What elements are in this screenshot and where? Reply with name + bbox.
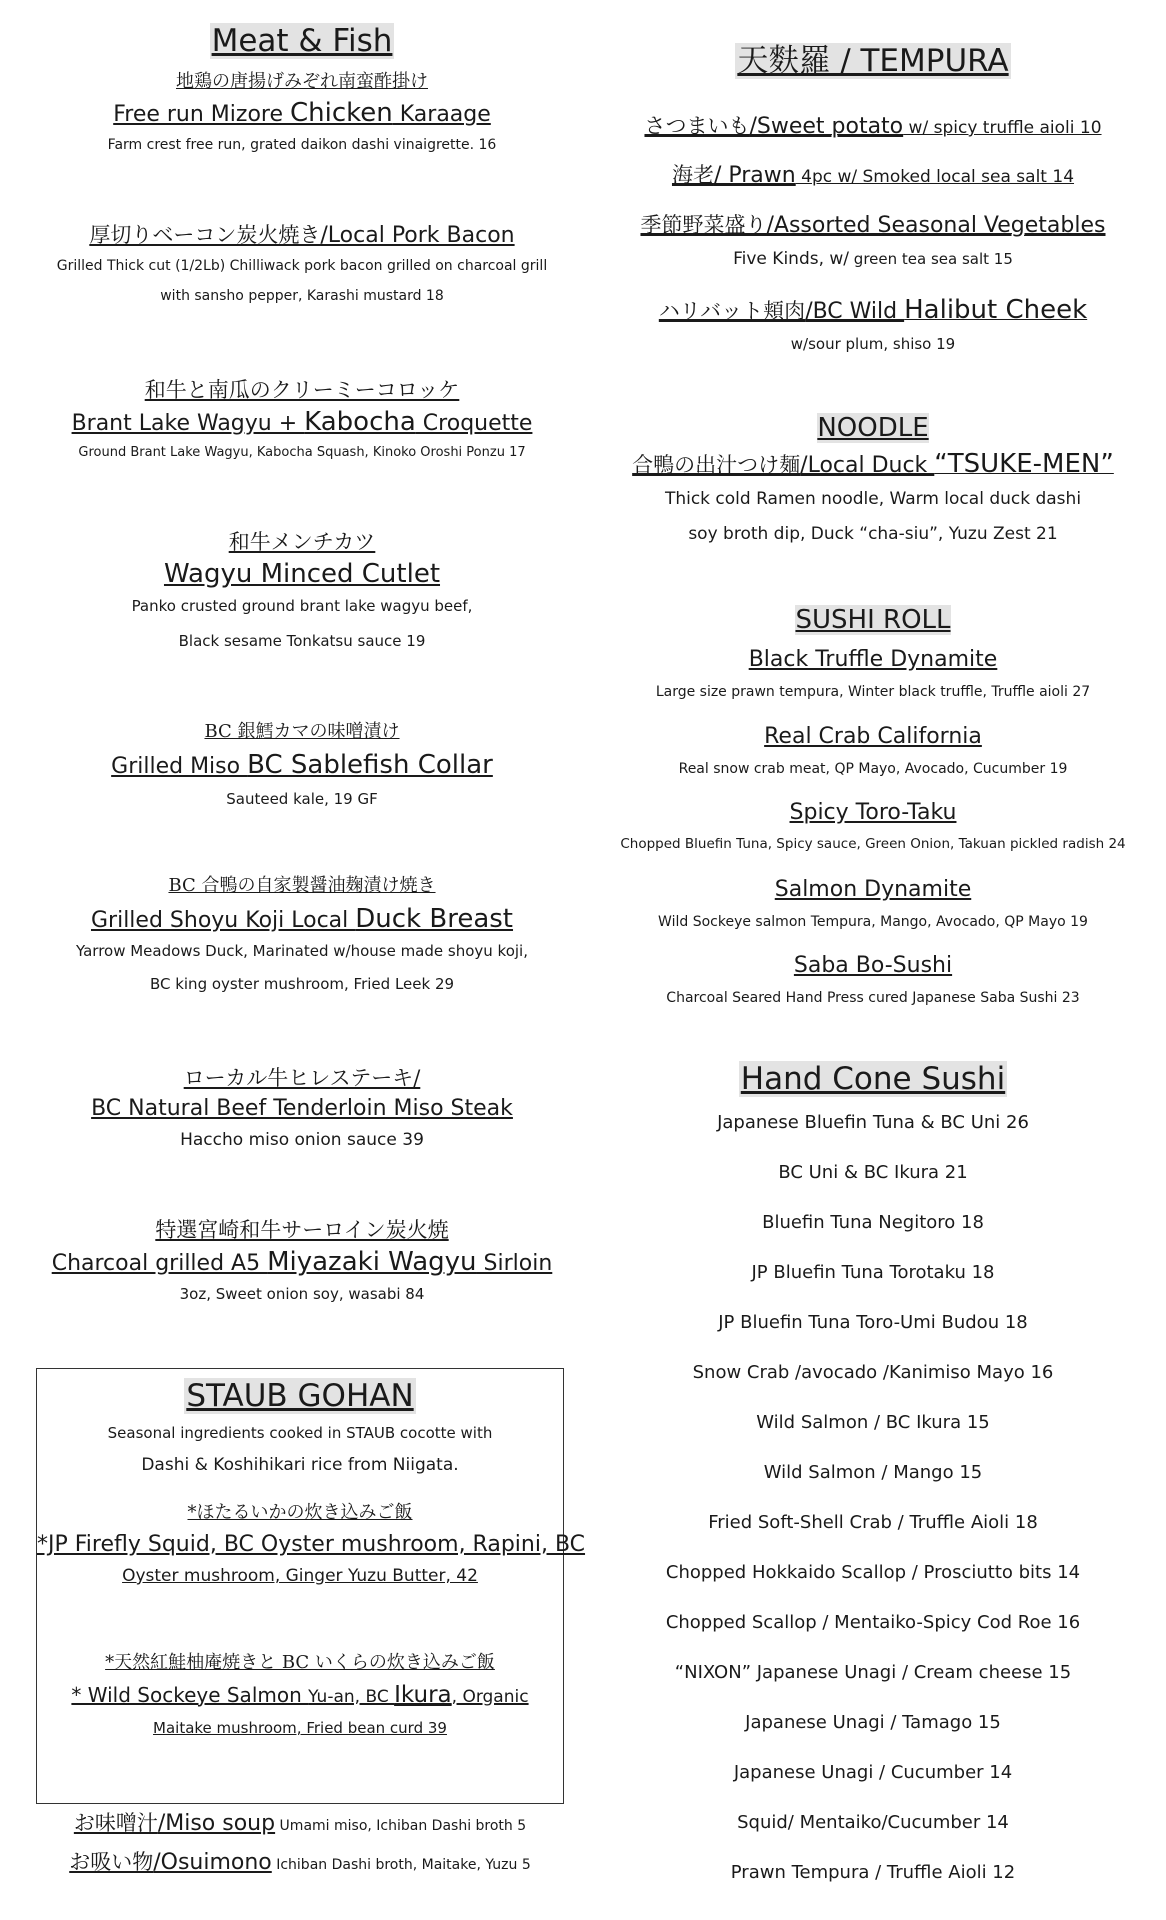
- menu-item-wagyu-cutlet: [22, 530, 582, 651]
- staub-intro-1: Seasonal ingredients cooked in STAUB cocotte with: [107, 1424, 493, 1442]
- menu-item-sweet-potato: [600, 114, 1146, 139]
- noodle-heading: NOODLE: [817, 413, 929, 443]
- roll-description: Chopped Bluefin Tuna, Spicy sauce, Green Onion, Takuan pickled radish 24: [620, 836, 1126, 853]
- menu-item-prawn: [600, 163, 1146, 188]
- item-name: Free run Mizore Chicken Karaage: [113, 97, 491, 128]
- staub-item-sockeye-salmon: [37, 1653, 563, 1737]
- menu-item-seasonal-vegetables: [600, 213, 1146, 270]
- item-description: 3oz, Sweet onion soy, wasabi 84: [179, 1285, 425, 1304]
- menu-item-sablefish-collar: [22, 722, 582, 808]
- item-name: Brant Lake Wagyu + Kabocha Croquette: [71, 407, 533, 438]
- item-description: Ground Brant Lake Wagyu, Kabocha Squash, Kinoko Oroshi Ponzu 17: [78, 445, 526, 461]
- item-line: さつまいも/Sweet potato w/ spicy truffle aioli 10: [644, 114, 1102, 139]
- roll-description: Wild Sockeye salmon Tempura, Mango, Avocado, QP Mayo 19: [658, 914, 1088, 931]
- item-description: Five Kinds, w/ green tea sea salt 15: [733, 249, 1013, 270]
- menu-item-roll: [600, 953, 1146, 1006]
- item-name: * Wild Sockeye Salmon Yu-an, BC Ikura, Organic: [71, 1681, 529, 1708]
- menu-item-wagyu-croquette: [22, 378, 582, 461]
- item-description: w/sour plum, shiso 19: [790, 334, 956, 353]
- staub-item-firefly-squid: [37, 1502, 586, 1587]
- list-item: BC Uni & BC Ikura 21: [778, 1162, 968, 1183]
- item-name: *JP Firefly Squid, BC Oyster mushroom, Rapini, BC: [37, 1531, 586, 1557]
- item-description: Maitake mushroom, Fried bean curd 39: [153, 1719, 447, 1738]
- meat-fish-heading: Meat & Fish: [211, 23, 393, 59]
- staub-intro: [37, 1425, 563, 1476]
- item-description-2: with sansho pepper, Karashi mustard 18: [160, 288, 444, 305]
- menu-item-halibut-cheek: [600, 296, 1146, 353]
- tempura-section: [600, 44, 1146, 80]
- item-name: Grilled Miso BC Sablefish Collar: [111, 749, 493, 780]
- roll-name: Real Crab California: [764, 724, 982, 749]
- item-description-2: Black sesame Tonkatsu sauce 19: [178, 632, 426, 651]
- hand-cone-heading: Hand Cone Sushi: [740, 1061, 1006, 1097]
- list-item: Wild Salmon / BC Ikura 15: [756, 1412, 990, 1433]
- noodle-item-line: 合鴨の出汁つけ麺/Local Duck “TSUKE-MEN”: [632, 448, 1114, 479]
- list-item: Wild Salmon / Mango 15: [763, 1462, 983, 1483]
- item-description: Farm crest free run, grated daikon dashi vinaigrette. 16: [107, 136, 497, 153]
- roll-name: Spicy Toro-Taku: [789, 800, 957, 825]
- menu-item-miyazaki-wagyu: [22, 1218, 582, 1303]
- roll-name: Salmon Dynamite: [774, 877, 972, 902]
- noodle-description-2: soy broth dip, Duck “cha-siu”, Yuzu Zest 21: [688, 524, 1058, 545]
- item-jp-name: 地鶏の唐揚げみぞれ南蛮酢掛け: [176, 71, 428, 92]
- staub-heading: STAUB GOHAN: [186, 1378, 414, 1414]
- item-line: 季節野菜盛り/Assorted Seasonal Vegetables: [640, 213, 1106, 238]
- item-description: Grilled Thick cut (1/2Lb) Chilliwack pork bacon grilled on charcoal grill: [56, 258, 548, 275]
- list-item: Bluefin Tuna Negitoro 18: [762, 1212, 984, 1233]
- list-item: JP Bluefin Tuna Torotaku 18: [751, 1262, 995, 1283]
- list-item: Fried Soft-Shell Crab / Truffle Aioli 18: [708, 1512, 1038, 1533]
- item-jp-name: 和牛メンチカツ: [228, 530, 376, 554]
- menu-item-roll: [600, 800, 1146, 853]
- meat-fish-section: [22, 24, 582, 60]
- item-line: ハリバット頬肉/BC Wild Halibut Cheek: [658, 295, 1088, 325]
- list-item: Prawn Tempura / Truffle Aioli 12: [730, 1862, 1016, 1883]
- menu-item-pork-bacon: [22, 223, 582, 304]
- hand-cone-list: [600, 1113, 1146, 1913]
- menu-item-duck-breast: [22, 876, 582, 993]
- list-item: Japanese Unagi / Cucumber 14: [733, 1762, 1013, 1783]
- item-description: Haccho miso onion sauce 39: [180, 1130, 424, 1151]
- item-jp-name: BC 合鴨の自家製醤油麹漬け焼き: [168, 875, 436, 896]
- item-jp-name: ローカル牛ヒレステーキ/: [183, 1066, 421, 1090]
- list-item: Chopped Scallop / Mentaiko-Spicy Cod Roe 16: [665, 1612, 1081, 1633]
- item-jp-name: 特選宮崎和牛サーロイン炭火焼: [155, 1218, 449, 1242]
- staub-heading-wrap: [37, 1379, 563, 1415]
- roll-description: Charcoal Seared Hand Press cured Japanese Saba Sushi 23: [666, 990, 1080, 1007]
- item-description-2: BC king oyster mushroom, Fried Leek 29: [149, 974, 455, 993]
- item-description: Oyster mushroom, Ginger Yuzu Butter, 42: [122, 1565, 478, 1586]
- staub-gohan-box: [36, 1368, 586, 1804]
- roll-description: Real snow crab meat, QP Mayo, Avocado, Cucumber 19: [678, 761, 1068, 778]
- staub-intro-2: Dashi & Koshihikari rice from Niigata.: [141, 1455, 459, 1476]
- item-line: 海老/ Prawn 4pc w/ Smoked local sea salt 14: [671, 163, 1075, 188]
- item-jp-name: *天然紅鮭柚庵焼きと BC いくらの炊き込みご飯: [105, 1652, 495, 1673]
- item-jp-name: BC 銀鱈カマの味噌漬け: [204, 721, 400, 742]
- item-name: Grilled Shoyu Koji Local Duck Breast: [90, 903, 514, 934]
- osuimono-line: お吸い物/Osuimono Ichiban Dashi broth, Maitake, Yuzu 5: [69, 1850, 531, 1875]
- sushi-roll-heading: SUSHI ROLL: [795, 605, 951, 635]
- item-name: Charcoal grilled A5 Miyazaki Wagyu Sirloin: [51, 1247, 553, 1278]
- menu-item-osuimono: [20, 1850, 580, 1875]
- sushi-roll-section: [600, 606, 1146, 636]
- menu-item-chicken-karaage: [22, 72, 582, 153]
- list-item: Chopped Hokkaido Scallop / Prosciutto bits 14: [665, 1562, 1081, 1583]
- list-item: Japanese Unagi / Tamago 15: [745, 1712, 1001, 1733]
- noodle-description: Thick cold Ramen noodle, Warm local duck dashi: [664, 488, 1082, 509]
- tempura-heading: 天麩羅 / TEMPURA: [737, 43, 1009, 79]
- roll-description: Large size prawn tempura, Winter black truffle, Truffle aioli 27: [655, 684, 1091, 701]
- item-name: Wagyu Minced Cutlet: [163, 559, 441, 590]
- item-name: 厚切りベーコン炭火焼き/Local Pork Bacon: [89, 223, 515, 248]
- list-item: Japanese Bluefin Tuna & BC Uni 26: [717, 1112, 1029, 1133]
- miso-line: お味噌汁/Miso soup Umami miso, Ichiban Dashi broth 5: [73, 1811, 527, 1836]
- menu-item-roll: [600, 877, 1146, 930]
- item-jp-name: 和牛と南瓜のクリーミーコロッケ: [144, 378, 460, 402]
- hand-cone-section: [600, 1062, 1146, 1098]
- menu-item-miso-soup: [20, 1811, 580, 1836]
- list-item: JP Bluefin Tuna Toro-Umi Budou 18: [718, 1312, 1028, 1333]
- list-item: Squid/ Mentaiko/Cucumber 14: [737, 1812, 1009, 1833]
- roll-name: Black Truffle Dynamite: [748, 647, 998, 672]
- item-name: BC Natural Beef Tenderloin Miso Steak: [91, 1096, 513, 1122]
- menu-item-beef-tenderloin: [22, 1066, 582, 1151]
- list-item: “NIXON” Japanese Unagi / Cream cheese 15: [674, 1662, 1072, 1683]
- roll-name: Saba Bo-Sushi: [793, 953, 953, 978]
- list-item: Snow Crab /avocado /Kanimiso Mayo 16: [692, 1362, 1054, 1383]
- noodle-section: [600, 414, 1146, 545]
- item-description: Yarrow Meadows Duck, Marinated w/house made shoyu koji,: [76, 941, 528, 960]
- menu-item-roll: [600, 647, 1146, 700]
- menu-item-roll: [600, 724, 1146, 777]
- item-description: Panko crusted ground brant lake wagyu beef,: [131, 597, 473, 616]
- item-description: Sauteed kale, 19 GF: [226, 789, 378, 808]
- item-jp-name: *ほたるいかの炊き込みご飯: [187, 1502, 413, 1523]
